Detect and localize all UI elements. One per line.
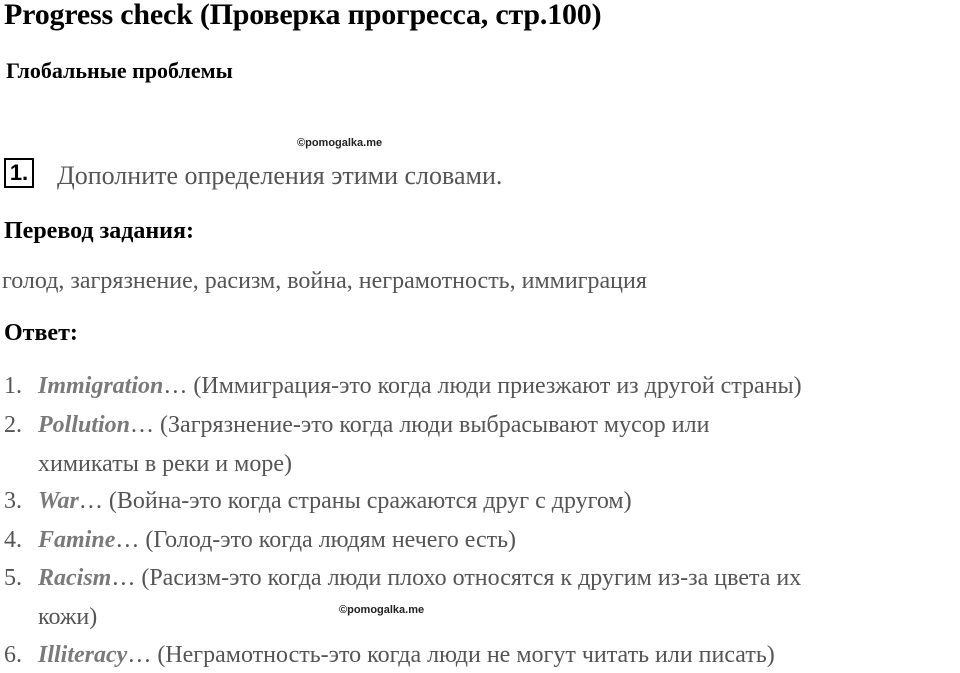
page-subtitle: Глобальные проблемы bbox=[6, 58, 233, 83]
task-number-badge: 1. bbox=[4, 158, 34, 188]
answer-definition: … (Загрязнение-это когда люди выбрасывают мусор или bbox=[130, 412, 710, 438]
answer-definition: … (Война-это когда страны сражаются друг с другом) bbox=[78, 488, 632, 514]
answer-definition: … (Голод-это когда людям нечего есть) bbox=[115, 527, 517, 553]
answer-term: Pollution bbox=[38, 412, 131, 438]
answer-number: 5. bbox=[4, 565, 22, 591]
page-title: Progress check (Проверка прогресса, стр.100) bbox=[4, 0, 602, 31]
answer-definition: … (Расизм-это когда люди плохо относятся к другим из-за цвета их bbox=[111, 565, 802, 591]
word-list: голод, загрязнение, расизм, война, неграмотность, иммиграция bbox=[2, 268, 647, 294]
answer-term: Immigration bbox=[38, 373, 164, 399]
answer-definition: … (Неграмотность-это когда люди не могут читать или писать) bbox=[127, 642, 775, 668]
answer-term: Illiteracy bbox=[38, 642, 128, 668]
answer-definition: … (Иммиграция-это когда люди приезжают из другой страны) bbox=[163, 373, 802, 399]
watermark-top: ©pomogalka.me bbox=[297, 137, 383, 149]
answer-term: War bbox=[38, 488, 79, 514]
answer-number: 2. bbox=[4, 412, 22, 438]
answer-number: 3. bbox=[4, 488, 22, 514]
translation-label: Перевод задания: bbox=[4, 218, 194, 244]
answer-definition-cont: кожи) bbox=[38, 604, 98, 630]
answer-number: 1. bbox=[4, 373, 22, 399]
answer-number: 6. bbox=[4, 642, 22, 668]
answer-number: 4. bbox=[4, 527, 22, 553]
answer-term: Famine bbox=[38, 527, 116, 553]
answer-label: Ответ: bbox=[4, 320, 78, 346]
task-instruction: Дополните определения этими словами. bbox=[57, 161, 503, 190]
watermark-bottom: ©pomogalka.me bbox=[339, 604, 425, 616]
answer-definition-cont: химикаты в реки и море) bbox=[38, 451, 292, 477]
answer-term: Racism bbox=[38, 565, 112, 591]
